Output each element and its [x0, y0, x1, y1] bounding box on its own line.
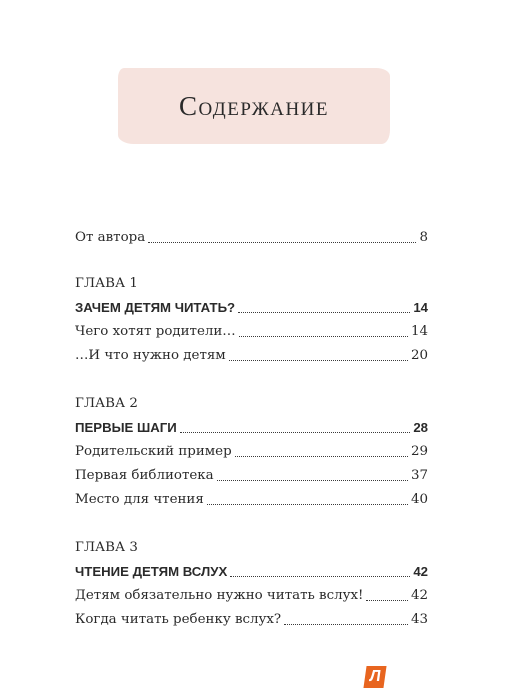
table-of-contents — [75, 0, 428, 700]
toc-section-page: 42 — [413, 564, 428, 579]
dot-leader — [148, 228, 416, 243]
toc-entry — [75, 490, 428, 510]
dot-leader — [207, 490, 408, 505]
dot-leader — [238, 298, 410, 313]
toc-entry — [75, 442, 428, 462]
toc-entry — [75, 322, 428, 342]
toc-entry-label: Чего хотят родители… — [75, 324, 236, 339]
toc-section-label: ПЕРВЫЕ ШАГИ — [75, 420, 177, 435]
toc-entry-label: Родительский пример — [75, 444, 232, 459]
toc-section-label: ЗАЧЕМ ДЕТЯМ ЧИТАТЬ? — [75, 300, 236, 315]
toc-entry-label: …И что нужно детям — [75, 348, 226, 363]
dot-leader — [235, 442, 408, 457]
dot-leader — [180, 418, 411, 433]
toc-entry — [75, 610, 428, 630]
toc-entry — [75, 466, 428, 486]
toc-section-chapter-2 — [75, 418, 428, 438]
dot-leader — [229, 346, 408, 361]
toc-entry-page: 8 — [419, 230, 428, 245]
toc-entry-page: 37 — [410, 468, 428, 483]
toc-section-chapter-3 — [75, 562, 428, 582]
chapter-2-label: ГЛАВА 2 — [75, 396, 138, 411]
dot-leader — [366, 586, 408, 601]
toc-section-chapter-1 — [75, 298, 428, 318]
toc-entry-label: Место для чтения — [75, 492, 204, 507]
toc-entry-label: Детям обязательно нужно читать вслух! — [75, 588, 364, 603]
toc-entry-page: 40 — [410, 492, 428, 507]
toc-entry-intro — [75, 228, 428, 248]
toc-section-label: ЧТЕНИЕ ДЕТЯМ ВСЛУХ — [75, 564, 228, 579]
toc-entry-page: 43 — [410, 612, 428, 627]
dot-leader — [284, 610, 408, 625]
toc-entry-label: Первая библиотека — [75, 468, 214, 483]
publisher-logo-icon: Л — [363, 666, 386, 688]
dot-leader — [230, 562, 410, 577]
toc-entry-label: От автора — [75, 230, 146, 245]
toc-entry-label: Когда читать ребенку вслух? — [75, 612, 282, 627]
toc-entry-page: 14 — [410, 324, 428, 339]
toc-entry — [75, 346, 428, 366]
chapter-1-label: ГЛАВА 1 — [75, 276, 138, 291]
toc-entry-page: 42 — [410, 588, 428, 603]
page-title: Содержание — [178, 91, 330, 121]
chapter-3-label: ГЛАВА 3 — [75, 540, 138, 555]
toc-entry-page: 20 — [410, 348, 428, 363]
dot-leader — [217, 466, 408, 481]
dot-leader — [239, 322, 408, 337]
toc-entry — [75, 586, 428, 606]
toc-section-page: 28 — [413, 420, 428, 435]
toc-section-page: 14 — [413, 300, 428, 315]
toc-entry-page: 29 — [410, 444, 428, 459]
